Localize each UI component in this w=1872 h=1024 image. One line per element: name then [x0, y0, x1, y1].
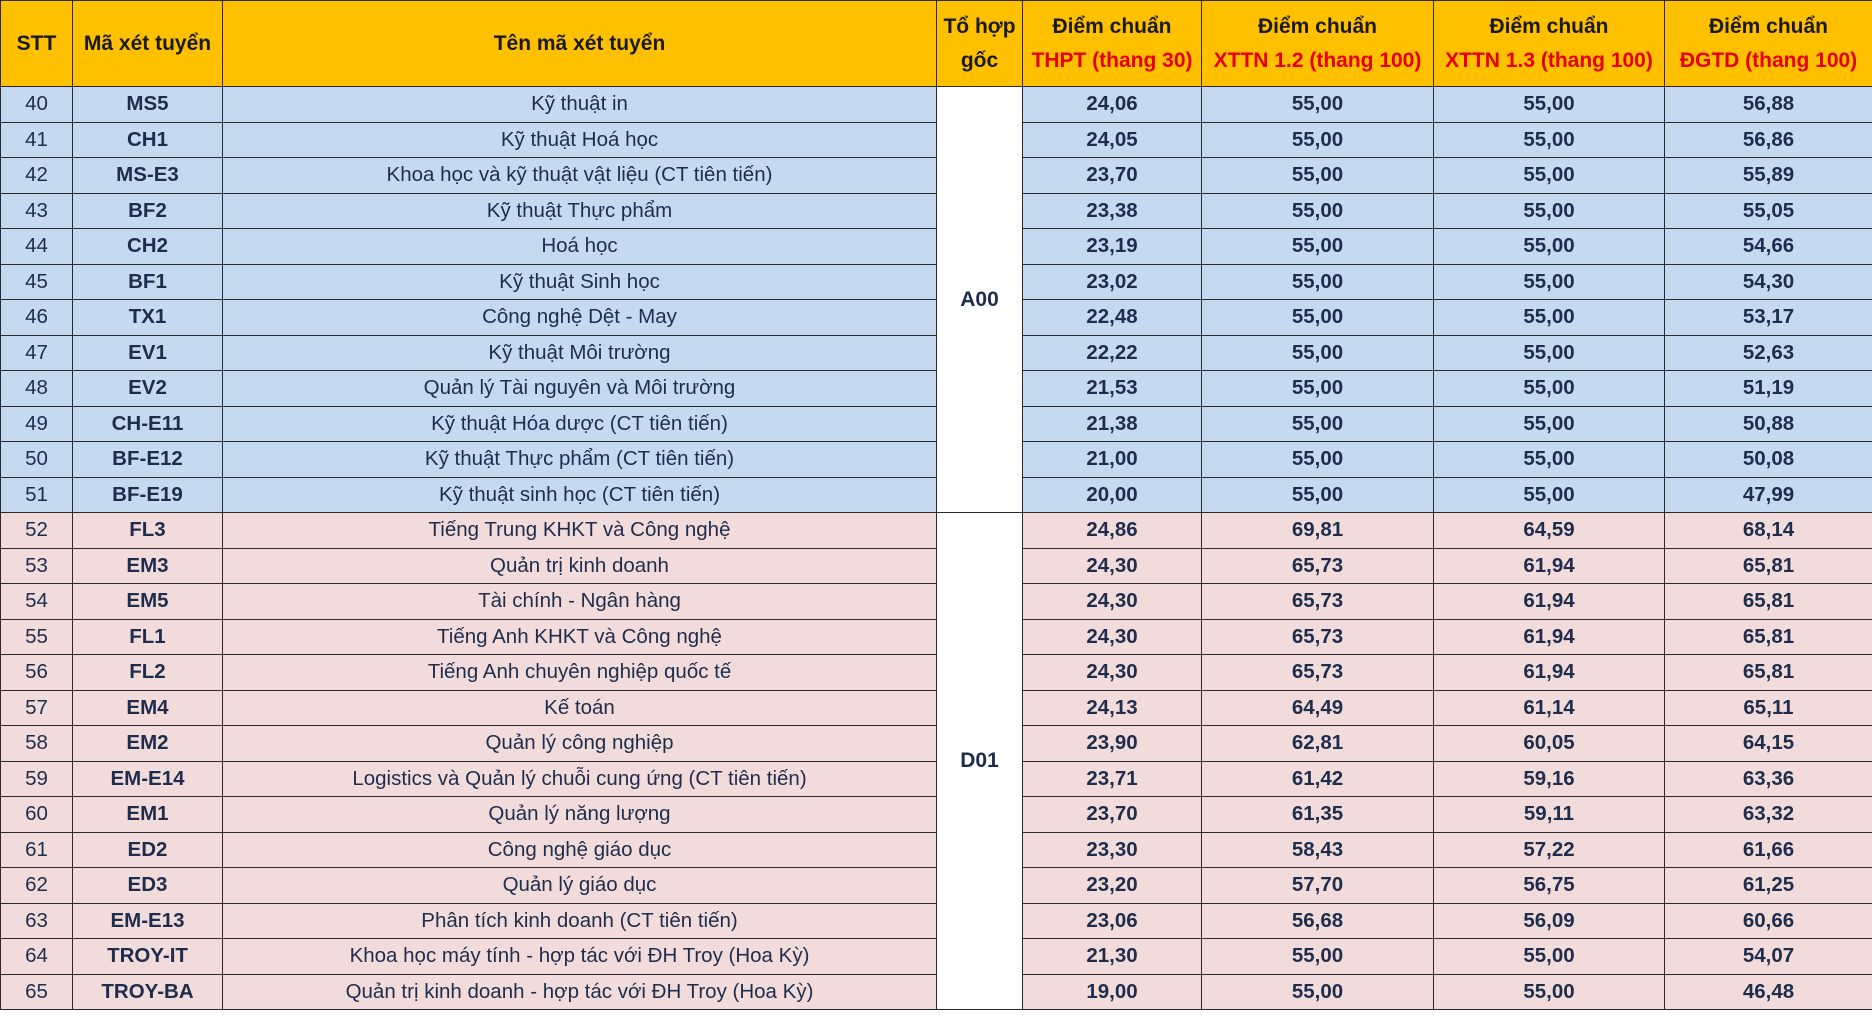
dgtd-score-cell: 46,48 — [1665, 974, 1872, 1010]
thpt-score-cell: 23,06 — [1023, 903, 1202, 939]
xttn13-score-cell: 61,14 — [1434, 690, 1665, 726]
header-name: Tên mã xét tuyển — [223, 1, 937, 87]
table-row — [1, 264, 1872, 300]
thpt-score-cell: 19,00 — [1023, 974, 1202, 1010]
name-cell: Tiếng Anh KHKT và Công nghệ — [223, 619, 937, 655]
thpt-score-cell: 24,30 — [1023, 584, 1202, 620]
dgtd-score-cell: 63,36 — [1665, 761, 1872, 797]
code-cell: BF-E19 — [73, 477, 223, 513]
table-row — [1, 122, 1872, 158]
code-cell: MS5 — [73, 87, 223, 123]
name-cell: Kỹ thuật Hoá học — [223, 122, 937, 158]
name-cell: Hoá học — [223, 229, 937, 265]
table-row — [1, 229, 1872, 265]
thpt-score-cell: 23,19 — [1023, 229, 1202, 265]
stt-cell: 58 — [1, 726, 73, 762]
name-cell: Phân tích kinh doanh (CT tiên tiến) — [223, 903, 937, 939]
name-cell: Kỹ thuật Môi trường — [223, 335, 937, 371]
stt-cell: 63 — [1, 903, 73, 939]
stt-cell: 51 — [1, 477, 73, 513]
xttn13-score-cell: 55,00 — [1434, 939, 1665, 975]
stt-cell: 43 — [1, 193, 73, 229]
name-cell: Quản trị kinh doanh - hợp tác với ĐH Troy (Hoa Kỳ) — [223, 974, 937, 1010]
header-xttn13 — [1434, 1, 1665, 87]
stt-cell: 65 — [1, 974, 73, 1010]
xttn13-score-cell: 55,00 — [1434, 264, 1665, 300]
xttn13-score-cell: 61,94 — [1434, 619, 1665, 655]
xttn13-score-cell: 55,00 — [1434, 442, 1665, 478]
table-row — [1, 513, 1872, 549]
code-cell: TX1 — [73, 300, 223, 336]
xttn13-score-cell: 55,00 — [1434, 158, 1665, 194]
name-cell: Quản lý Tài nguyên và Môi trường — [223, 371, 937, 407]
name-cell: Khoa học máy tính - hợp tác với ĐH Troy (Hoa Kỳ) — [223, 939, 937, 975]
xttn12-score-cell: 65,73 — [1202, 584, 1434, 620]
table-body — [1, 87, 1872, 1010]
code-cell: ED2 — [73, 832, 223, 868]
xttn12-score-cell: 56,68 — [1202, 903, 1434, 939]
stt-cell: 44 — [1, 229, 73, 265]
table-row — [1, 87, 1872, 123]
code-cell: EM-E14 — [73, 761, 223, 797]
name-cell: Tài chính - Ngân hàng — [223, 584, 937, 620]
xttn13-score-cell: 61,94 — [1434, 548, 1665, 584]
dgtd-score-cell: 64,15 — [1665, 726, 1872, 762]
xttn12-score-cell: 58,43 — [1202, 832, 1434, 868]
stt-cell: 59 — [1, 761, 73, 797]
xttn12-score-cell: 55,00 — [1202, 974, 1434, 1010]
dgtd-score-cell: 51,19 — [1665, 371, 1872, 407]
thpt-score-cell: 23,90 — [1023, 726, 1202, 762]
name-cell: Kỹ thuật sinh học (CT tiên tiến) — [223, 477, 937, 513]
dgtd-score-cell: 65,11 — [1665, 690, 1872, 726]
table-row — [1, 548, 1872, 584]
table-row — [1, 726, 1872, 762]
header-dgtd — [1665, 1, 1872, 87]
name-cell: Kỹ thuật Thực phẩm (CT tiên tiến) — [223, 442, 937, 478]
table-row — [1, 974, 1872, 1010]
table-row — [1, 300, 1872, 336]
name-cell: Khoa học và kỹ thuật vật liệu (CT tiên tiến) — [223, 158, 937, 194]
thpt-score-cell: 23,70 — [1023, 158, 1202, 194]
xttn12-score-cell: 55,00 — [1202, 300, 1434, 336]
thpt-score-cell: 23,38 — [1023, 193, 1202, 229]
code-cell: BF1 — [73, 264, 223, 300]
header-stt: STT — [1, 1, 73, 87]
dgtd-score-cell: 56,88 — [1665, 87, 1872, 123]
name-cell: Kỹ thuật Sinh học — [223, 264, 937, 300]
table-row — [1, 442, 1872, 478]
xttn13-score-cell: 55,00 — [1434, 87, 1665, 123]
stt-cell: 64 — [1, 939, 73, 975]
xttn13-score-cell: 55,00 — [1434, 477, 1665, 513]
name-cell: Kỹ thuật in — [223, 87, 937, 123]
dgtd-score-cell: 65,81 — [1665, 584, 1872, 620]
stt-cell: 50 — [1, 442, 73, 478]
table-row — [1, 939, 1872, 975]
table-row — [1, 903, 1872, 939]
dgtd-score-cell: 54,07 — [1665, 939, 1872, 975]
code-cell: FL3 — [73, 513, 223, 549]
xttn12-score-cell: 55,00 — [1202, 122, 1434, 158]
table-row — [1, 832, 1872, 868]
thpt-score-cell: 24,30 — [1023, 655, 1202, 691]
code-cell: ED3 — [73, 868, 223, 904]
table-row — [1, 761, 1872, 797]
xttn12-score-cell: 55,00 — [1202, 335, 1434, 371]
code-cell: EM4 — [73, 690, 223, 726]
name-cell: Quản trị kinh doanh — [223, 548, 937, 584]
dgtd-score-cell: 63,32 — [1665, 797, 1872, 833]
stt-cell: 42 — [1, 158, 73, 194]
code-cell: EM5 — [73, 584, 223, 620]
thpt-score-cell: 23,20 — [1023, 868, 1202, 904]
table-row — [1, 584, 1872, 620]
xttn12-score-cell: 64,49 — [1202, 690, 1434, 726]
name-cell: Logistics và Quản lý chuỗi cung ứng (CT tiên tiến) — [223, 761, 937, 797]
table-row — [1, 797, 1872, 833]
stt-cell: 55 — [1, 619, 73, 655]
stt-cell: 61 — [1, 832, 73, 868]
code-cell: EM2 — [73, 726, 223, 762]
table-row — [1, 690, 1872, 726]
name-cell: Công nghệ giáo dục — [223, 832, 937, 868]
code-cell: CH-E11 — [73, 406, 223, 442]
code-cell: TROY-BA — [73, 974, 223, 1010]
thpt-score-cell: 21,30 — [1023, 939, 1202, 975]
header-xttn13-line1: Điểm chuẩn — [1489, 14, 1609, 38]
xttn13-score-cell: 55,00 — [1434, 335, 1665, 371]
stt-cell: 62 — [1, 868, 73, 904]
xttn12-score-cell: 55,00 — [1202, 158, 1434, 194]
xttn12-score-cell: 62,81 — [1202, 726, 1434, 762]
xttn12-score-cell: 55,00 — [1202, 264, 1434, 300]
table-row — [1, 406, 1872, 442]
thpt-score-cell: 21,53 — [1023, 371, 1202, 407]
dgtd-score-cell: 61,66 — [1665, 832, 1872, 868]
code-cell: EM1 — [73, 797, 223, 833]
dgtd-score-cell: 68,14 — [1665, 513, 1872, 549]
code-cell: FL2 — [73, 655, 223, 691]
xttn12-score-cell: 55,00 — [1202, 229, 1434, 265]
dgtd-score-cell: 55,89 — [1665, 158, 1872, 194]
header-group-line2: gốc — [960, 48, 999, 72]
code-cell: BF2 — [73, 193, 223, 229]
table-row — [1, 477, 1872, 513]
dgtd-score-cell: 65,81 — [1665, 619, 1872, 655]
thpt-score-cell: 20,00 — [1023, 477, 1202, 513]
header-group-line1: Tổ hợp — [943, 14, 1016, 38]
thpt-score-cell: 21,38 — [1023, 406, 1202, 442]
stt-cell: 56 — [1, 655, 73, 691]
header-code: Mã xét tuyển — [73, 1, 223, 87]
thpt-score-cell: 23,02 — [1023, 264, 1202, 300]
stt-cell: 40 — [1, 87, 73, 123]
xttn12-score-cell: 55,00 — [1202, 442, 1434, 478]
xttn12-score-cell: 55,00 — [1202, 87, 1434, 123]
thpt-score-cell: 24,30 — [1023, 619, 1202, 655]
stt-cell: 45 — [1, 264, 73, 300]
xttn13-score-cell: 55,00 — [1434, 406, 1665, 442]
xttn12-score-cell: 65,73 — [1202, 655, 1434, 691]
xttn13-score-cell: 59,11 — [1434, 797, 1665, 833]
header-dgtd-line1: Điểm chuẩn — [1708, 14, 1829, 38]
xttn12-score-cell: 55,00 — [1202, 939, 1434, 975]
stt-cell: 48 — [1, 371, 73, 407]
xttn12-score-cell: 69,81 — [1202, 513, 1434, 549]
xttn13-score-cell: 57,22 — [1434, 832, 1665, 868]
name-cell: Quản lý giáo dục — [223, 868, 937, 904]
xttn12-score-cell: 55,00 — [1202, 406, 1434, 442]
dgtd-score-cell: 56,86 — [1665, 122, 1872, 158]
thpt-score-cell: 23,30 — [1023, 832, 1202, 868]
table-row — [1, 371, 1872, 407]
table-row — [1, 619, 1872, 655]
dgtd-score-cell: 61,25 — [1665, 868, 1872, 904]
code-cell: CH1 — [73, 122, 223, 158]
xttn13-score-cell: 64,59 — [1434, 513, 1665, 549]
xttn12-score-cell: 55,00 — [1202, 477, 1434, 513]
dgtd-score-cell: 65,81 — [1665, 655, 1872, 691]
dgtd-score-cell: 54,30 — [1665, 264, 1872, 300]
header-row — [1, 1, 1872, 87]
name-cell: Quản lý năng lượng — [223, 797, 937, 833]
thpt-score-cell: 22,48 — [1023, 300, 1202, 336]
xttn13-score-cell: 61,94 — [1434, 584, 1665, 620]
name-cell: Kỹ thuật Thực phẩm — [223, 193, 937, 229]
name-cell: Tiếng Anh chuyên nghiệp quốc tế — [223, 655, 937, 691]
thpt-score-cell: 23,71 — [1023, 761, 1202, 797]
header-thpt-line2: THPT (thang 30) — [1031, 48, 1193, 72]
xttn12-score-cell: 55,00 — [1202, 371, 1434, 407]
dgtd-score-cell: 54,66 — [1665, 229, 1872, 265]
code-cell: FL1 — [73, 619, 223, 655]
code-cell: BF-E12 — [73, 442, 223, 478]
table-row — [1, 158, 1872, 194]
dgtd-score-cell: 60,66 — [1665, 903, 1872, 939]
xttn13-score-cell: 56,75 — [1434, 868, 1665, 904]
header-xttn12-line2: XTTN 1.2 (thang 100) — [1213, 48, 1422, 72]
dgtd-score-cell: 52,63 — [1665, 335, 1872, 371]
dgtd-score-cell: 50,08 — [1665, 442, 1872, 478]
stt-cell: 47 — [1, 335, 73, 371]
stt-cell: 60 — [1, 797, 73, 833]
header-dgtd-line2: ĐGTD (thang 100) — [1679, 48, 1858, 72]
thpt-score-cell: 24,30 — [1023, 548, 1202, 584]
table-row — [1, 655, 1872, 691]
xttn13-score-cell: 55,00 — [1434, 974, 1665, 1010]
combination-group-cell: D01 — [937, 513, 1023, 1010]
thpt-score-cell: 24,05 — [1023, 122, 1202, 158]
thpt-score-cell: 22,22 — [1023, 335, 1202, 371]
code-cell: TROY-IT — [73, 939, 223, 975]
code-cell: EV1 — [73, 335, 223, 371]
name-cell: Công nghệ Dệt - May — [223, 300, 937, 336]
xttn13-score-cell: 55,00 — [1434, 229, 1665, 265]
dgtd-score-cell: 65,81 — [1665, 548, 1872, 584]
stt-cell: 46 — [1, 300, 73, 336]
xttn12-score-cell: 57,70 — [1202, 868, 1434, 904]
header-xttn12 — [1202, 1, 1434, 87]
name-cell: Kế toán — [223, 690, 937, 726]
code-cell: EV2 — [73, 371, 223, 407]
header-thpt-line1: Điểm chuẩn — [1052, 14, 1172, 38]
xttn13-score-cell: 55,00 — [1434, 371, 1665, 407]
combination-group-cell: A00 — [937, 87, 1023, 513]
dgtd-score-cell: 55,05 — [1665, 193, 1872, 229]
code-cell: MS-E3 — [73, 158, 223, 194]
xttn13-score-cell: 56,09 — [1434, 903, 1665, 939]
xttn13-score-cell: 55,00 — [1434, 122, 1665, 158]
xttn12-score-cell: 55,00 — [1202, 193, 1434, 229]
xttn13-score-cell: 60,05 — [1434, 726, 1665, 762]
xttn13-score-cell: 55,00 — [1434, 300, 1665, 336]
dgtd-score-cell: 50,88 — [1665, 406, 1872, 442]
code-cell: EM-E13 — [73, 903, 223, 939]
thpt-score-cell: 24,13 — [1023, 690, 1202, 726]
dgtd-score-cell: 47,99 — [1665, 477, 1872, 513]
table-row — [1, 868, 1872, 904]
xttn13-score-cell: 61,94 — [1434, 655, 1665, 691]
thpt-score-cell: 24,06 — [1023, 87, 1202, 123]
table-header — [1, 1, 1872, 87]
dgtd-score-cell: 53,17 — [1665, 300, 1872, 336]
stt-cell: 41 — [1, 122, 73, 158]
thpt-score-cell: 24,86 — [1023, 513, 1202, 549]
code-cell: CH2 — [73, 229, 223, 265]
name-cell: Quản lý công nghiệp — [223, 726, 937, 762]
stt-cell: 54 — [1, 584, 73, 620]
xttn12-score-cell: 65,73 — [1202, 619, 1434, 655]
table-row — [1, 335, 1872, 371]
stt-cell: 53 — [1, 548, 73, 584]
xttn13-score-cell: 55,00 — [1434, 193, 1665, 229]
stt-cell: 57 — [1, 690, 73, 726]
thpt-score-cell: 21,00 — [1023, 442, 1202, 478]
name-cell: Kỹ thuật Hóa dược (CT tiên tiến) — [223, 406, 937, 442]
xttn12-score-cell: 65,73 — [1202, 548, 1434, 584]
thpt-score-cell: 23,70 — [1023, 797, 1202, 833]
header-xttn12-line1: Điểm chuẩn — [1257, 14, 1378, 38]
header-group — [937, 1, 1023, 87]
code-cell: EM3 — [73, 548, 223, 584]
table-row — [1, 193, 1872, 229]
stt-cell: 49 — [1, 406, 73, 442]
xttn13-score-cell: 59,16 — [1434, 761, 1665, 797]
header-xttn13-line2: XTTN 1.3 (thang 100) — [1445, 48, 1653, 72]
header-thpt — [1023, 1, 1202, 87]
stt-cell: 52 — [1, 513, 73, 549]
xttn12-score-cell: 61,35 — [1202, 797, 1434, 833]
name-cell: Tiếng Trung KHKT và Công nghệ — [223, 513, 937, 549]
xttn12-score-cell: 61,42 — [1202, 761, 1434, 797]
